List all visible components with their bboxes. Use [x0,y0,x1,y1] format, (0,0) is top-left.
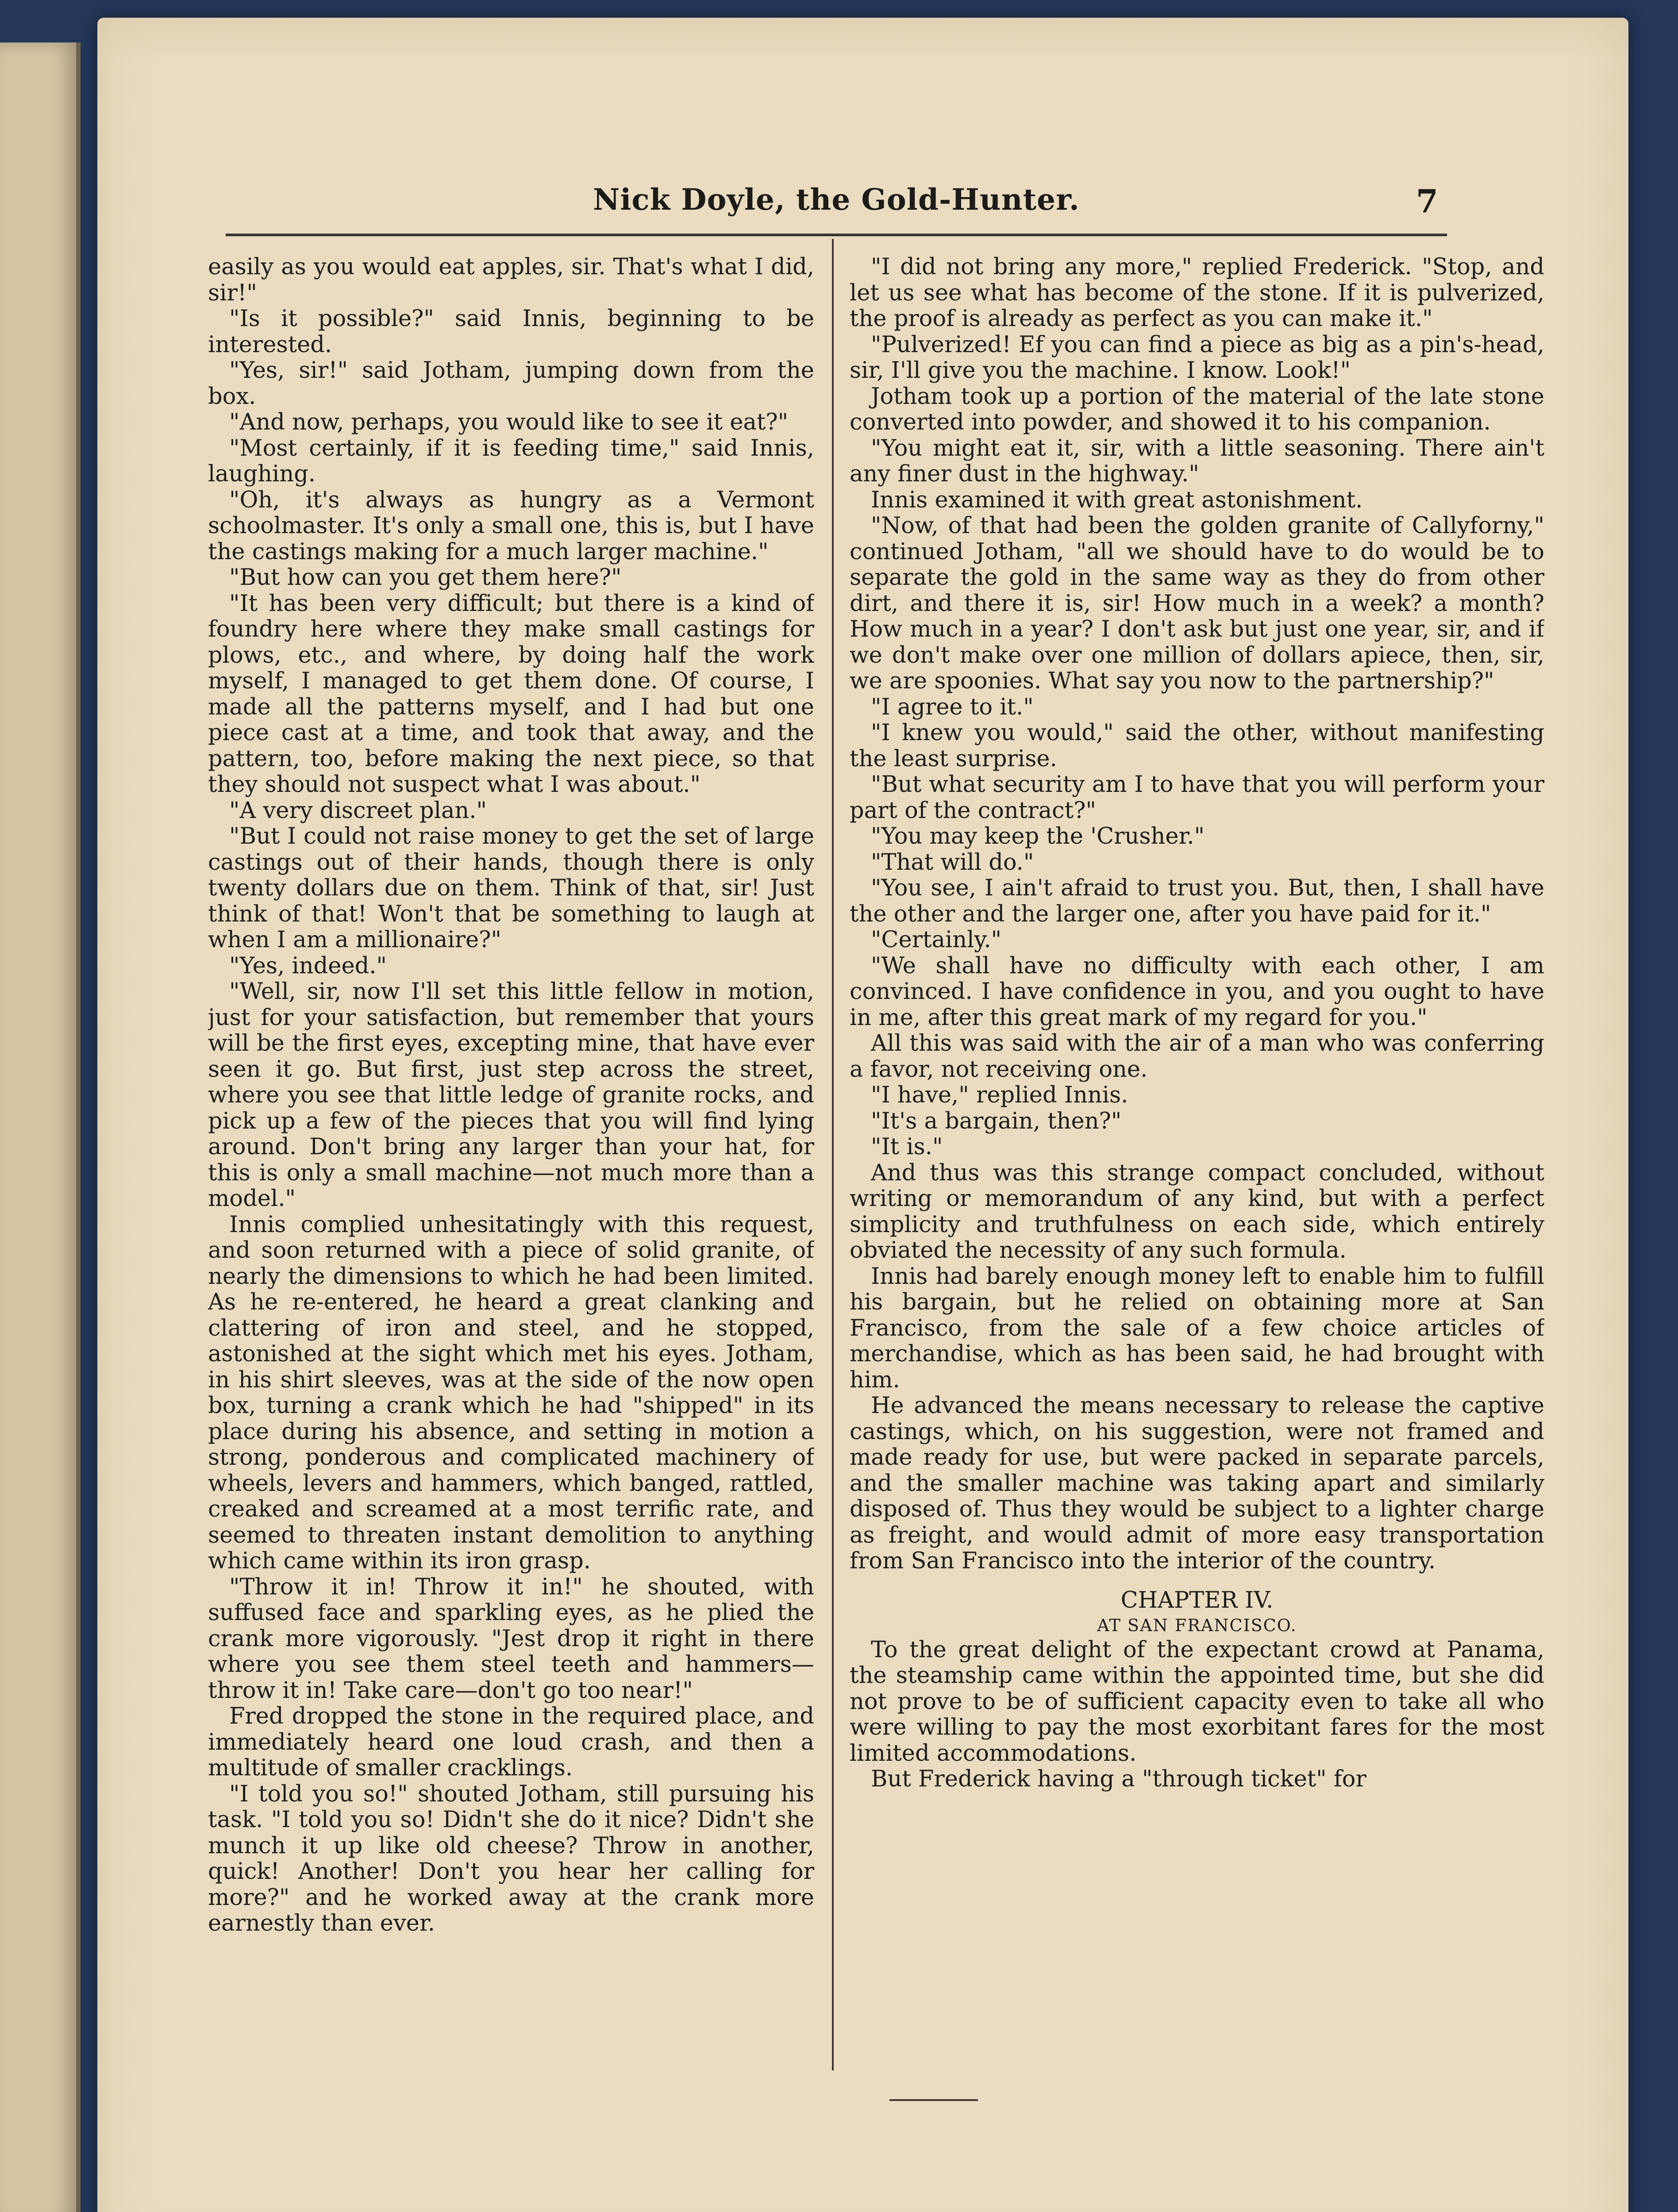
paragraph: "But I could not raise money to get the set of large castings out of their hands, though there is only twenty dollars due on them. Think of that, sir! Just think of that! Won't that be something to laugh at when I am a millionaire?" [208,823,814,953]
chapter-heading: CHAPTER IV. [1120,1587,1274,1613]
page-number: 7 [1416,182,1438,220]
header-rule [226,234,1447,236]
paragraph: "Well, sir, now I'll set this little fellow in motion, just for your satisfaction, but remember that yours will be the first eyes, excepting mine, that have ever seen it go. But first, just step across the street, where you see that little ledge of granite rocks, and pick up a few of the pieces that you will find lying around. Don't bring any larger than your hat, for this is only a small machine—not much more than a model." [208,979,814,1212]
book-page [97,18,1628,2212]
right-column [850,254,1544,2117]
column-divider [832,239,834,2070]
paragraph: "Certainly." [871,927,1002,953]
paragraph: To the great delight of the expectant crowd at Panama, the steamship came within the appointed time, but she did not prove to be of sufficient capacity even to take all who were willing to pay the most exorbitant fares for the most limited accommodations. [850,1636,1544,1767]
paragraph: Fred dropped the stone in the required place, and immediately heard one loud crash, and then a multitude of smaller cracklings. [208,1703,814,1781]
paragraph: "Pulverized! Ef you can find a piece as big as a pin's-head, sir, I'll give you the machine. I know. Look!" [850,331,1544,384]
paragraph: "Now, of that had been the golden granite of Callyforny," continued Jotham, "all we should have to do would be to separate the gold in the same way as they do from other dirt, and there it is, sir! How much in a week? a month? How much in a year? I don't ask but just one year, sir, and if we don't make over one million of dollars apiece, then, sir, we are spoonies. What say you now to the partnership?" [850,513,1544,694]
paragraph: But Frederick having a "through ticket" for [871,1766,1366,1792]
paragraph: easily as you would eat apples, sir. That's what I did, sir!" [208,254,814,306]
paragraph: Innis examined it with great astonishment. [871,487,1363,513]
paragraph: "And now, perhaps, you would like to see it eat?" [229,409,789,435]
paragraph: "We shall have no difficulty with each other, I am convinced. I have confidence in you, and you ought to have in me, after this great mark of my regard for you." [850,952,1544,1031]
paragraph: And thus was this strange compact concluded, without writing or memorandum of any kind, but with a perfect simplicity and truthfulness on each side, which entirely obviated the necessity of any such formula. [850,1160,1544,1263]
paragraph: "Oh, it's always as hungry as a Vermont schoolmaster. It's only a small one, this is, but I have the castings making for a much larger machine." [208,487,814,565]
paragraph: Innis had barely enough money left to enable him to fulfill his bargain, but he relied on obtaining more at San Francisco, from the sale of a few choice articles of merchandise, which as has been said, he had brought with him. [850,1263,1544,1393]
paragraph: "It has been very difficult; but there is a kind of foundry here where they make small castings for plows, etc., and where, by doing half the work myself, I managed to get them done. Of course, I made all the patterns myself, and I had but one piece cast at a time, and took that away, and the pattern, too, before making the next piece, so that they should not suspect what I was about." [208,590,814,798]
paragraph: "I agree to it." [871,694,1034,720]
paragraph: "Throw it in! Throw it in!" he shouted, with suffused face and sparkling eyes, as he plied the crank more vigorously. "Jest drop it right in there where you see them steel teeth and hammers—throw it in! Take care—don't go too near!" [208,1574,814,1704]
paragraph: "But what security am I to have that you will perform your part of the contract?" [850,772,1544,824]
chapter-subheading: AT SAN FRANCISCO. [1097,1615,1297,1635]
paragraph: "Is it possible?" said Innis, beginning to be interested. [208,306,814,358]
paragraph: "You might eat it, sir, with a little seasoning. There ain't any finer dust in the highway." [850,435,1544,487]
paragraph: "But how can you get them here?" [229,565,622,591]
paragraph: "Yes, sir!" said Jotham, jumping down from the box. [208,357,814,410]
paragraph: "I did not bring any more," replied Frederick. "Stop, and let us see what has become of the stone. If it is pulverized, the proof is already as perfect as you can make it." [850,254,1544,332]
paragraph: "Most certainly, if it is feeding time," said Innis, laughing. [208,435,814,487]
paragraph: "That will do." [871,849,1034,876]
running-title: Nick Doyle, the Gold-Hunter. [593,182,1080,217]
paragraph: All this was said with the air of a man who was conferring a favor, not receiving one. [850,1030,1544,1083]
paragraph: "It's a bargain, then?" [871,1108,1122,1134]
left-column [208,254,814,2117]
paragraph: Innis complied unhesitatingly with this request, and soon returned with a piece of solid granite, of nearly the dimensions to which he had been limited. As he re-entered, he heard a great clanking and clattering of iron and steel, and he stopped, astonished at the sight which met his eyes. Jotham, in his shirt sleeves, was at the side of the now open box, turning a crank which he had "shipped" in its place during his absence, and setting in motion a strong, ponderous and complicated machinery of wheels, levers and hammers, which banged, rattled, creaked and screamed at a most terrific rate, and seemed to threaten instant demolition to anything which came within its iron grasp. [208,1211,814,1574]
paragraph: He advanced the means necessary to release the captive castings, which, on his suggestion, were not framed and made ready for use, but were packed in separate parcels, and the smaller machine was taking apart and similarly disposed of. Thus they would be subject to a lighter charge as freight, and would admit of more easy transportation from San Francisco into the interior of the country. [850,1393,1544,1574]
paragraph: "I told you so!" shouted Jotham, still pursuing his task. "I told you so! Didn't she do it nice? Didn't she munch it up like old cheese? Throw in another, quick! Another! Don't you hear her calling for more?" and he worked away at the crank more earnestly than ever. [208,1781,814,1936]
paragraph: "You may keep the 'Crusher." [871,823,1205,849]
paragraph: "A very discreet plan." [229,797,487,824]
paragraph: Jotham took up a portion of the material of the late stone converted into powder, and showed it to his companion. [850,383,1544,435]
paragraph: "Yes, indeed." [229,952,387,979]
paragraph: "I knew you would," said the other, without manifesting the least surprise. [850,720,1544,772]
paragraph: "You see, I ain't afraid to trust you. But, then, I shall have the other and the larger one, after you have paid for it." [850,875,1544,927]
paragraph: "It is." [871,1134,943,1160]
paragraph: "I have," replied Innis. [871,1082,1128,1108]
facing-page-edge [0,42,81,2212]
page-header [97,170,1628,232]
footer-mark [889,2099,978,2101]
